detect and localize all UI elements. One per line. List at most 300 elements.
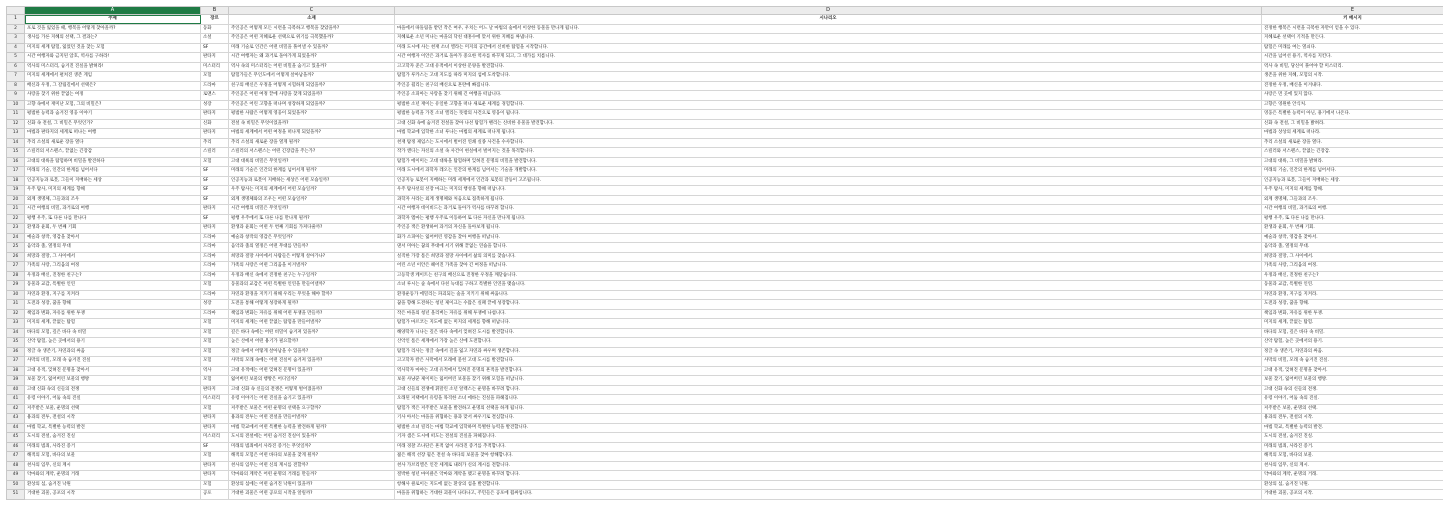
cell-key-message[interactable]: 도시의 전설, 숨겨진 진실.	[1262, 433, 1444, 443]
cell-genre[interactable]: 판타지	[201, 471, 229, 481]
cell-topic[interactable]: 동물과 교감, 특별한 인연	[25, 281, 201, 291]
row-number[interactable]: 51	[7, 490, 25, 500]
cell-scenario[interactable]: 절박한 청년 마이클은 악마와 계약을 맺고 운명을 바꾸려 합니다.	[395, 471, 1262, 481]
cell-material[interactable]: 책임과 변화는 자유를 위해 어떤 투쟁을 만들까?	[229, 309, 395, 319]
cell-topic[interactable]: 미지의 세계에서 펼쳐진 생존 게임	[25, 72, 201, 82]
cell-scenario[interactable]: 주인공 잭은 환생하여 과거의 자신을 돌아보게 됩니다.	[395, 224, 1262, 234]
cell-key-message[interactable]: 미지의 세계, 끝없는 탐험.	[1262, 319, 1444, 329]
cell-material[interactable]: 시간 여행의 비밀은 무엇일까?	[229, 205, 395, 215]
cell-material[interactable]: 미지의 세계는 어떤 끝없는 탐험을 만들어낼까?	[229, 319, 395, 329]
cell-genre[interactable]: 신화	[201, 119, 229, 129]
cell-material[interactable]: 스릴러의 서스펜스는 어떤 긴장감을 주는가?	[229, 148, 395, 158]
row-number[interactable]: 38	[7, 366, 25, 376]
cell-genre[interactable]: SF	[201, 195, 229, 205]
cell-material[interactable]: 도시의 전설에는 어떤 숨겨진 진실이 있을까?	[229, 433, 395, 443]
cell-key-message[interactable]: 우주 탐사, 미지의 세계를 향해.	[1262, 186, 1444, 196]
cell-topic[interactable]: 희망과 절망, 그 사이에서	[25, 252, 201, 262]
row-number[interactable]: 4	[7, 43, 25, 53]
cell-key-message[interactable]: 미래의 기술, 인간의 한계를 넘어서다.	[1262, 167, 1444, 177]
cell-genre[interactable]: 모험	[201, 404, 229, 414]
cell-scenario[interactable]: 평범한 소년 재이는 유일한 고향을 떠나 새로운 세계를 경험합니다.	[395, 100, 1262, 110]
cell-topic[interactable]: 포로 것을 잃었을 때, 행복을 어떻게 찾아올까?	[25, 24, 201, 34]
cell-topic[interactable]: 책임과 변화, 자유를 위한 투쟁	[25, 309, 201, 319]
cell-key-message[interactable]: 우정과 배신, 진정한 친구는?	[1262, 271, 1444, 281]
row-number[interactable]: 23	[7, 224, 25, 234]
cell-key-message[interactable]: 지혜로운 선택이 기적을 만든다.	[1262, 34, 1444, 44]
cell-genre[interactable]: 모험	[201, 281, 229, 291]
cell-scenario[interactable]: 마을에서 따돌림을 받던 작은 여우, 우치는 어느 날 마법의 숲에서 이상한 동물을 만나게 됩니다.	[395, 24, 1262, 34]
cell-material[interactable]: 깊은 바다 속에는 어떤 비밀이 숨겨져 있을까?	[229, 328, 395, 338]
cell-scenario[interactable]: 산악인 톰은 세계에서 가장 높은 산에 도전합니다.	[395, 338, 1262, 348]
cell-material[interactable]: 거대한 괴물은 어떤 공포의 시작을 알릴까?	[229, 490, 395, 500]
cell-key-message[interactable]: 해적의 모험, 바다의 보물.	[1262, 452, 1444, 462]
cell-topic[interactable]: 정글 속 생존기, 자연과의 싸움	[25, 347, 201, 357]
cell-topic[interactable]: 평행 우주, 또 다른 나를 만나다	[25, 214, 201, 224]
cell-key-message[interactable]: 저주받은 보물, 운명의 선택.	[1262, 404, 1444, 414]
cell-material[interactable]: 환생과 윤회는 어떤 두 번째 기회를 가져다줄까?	[229, 224, 395, 234]
cell-scenario[interactable]: 댄서 미아는 꿈의 무대에 서기 위해 끝없는 연습을 합니다.	[395, 243, 1262, 253]
cell-genre[interactable]: 모험	[201, 480, 229, 490]
cell-scenario[interactable]: 소녀 루시는 숲 속에서 다친 늑대를 구하고 특별한 인연을 맺습니다.	[395, 281, 1262, 291]
cell-scenario[interactable]: 인공지능 로봇이 지배하는 미래 세계에서 인간과 로봇의 갈등이 고조됩니다.	[395, 176, 1262, 186]
cell-genre[interactable]: 미스터리	[201, 62, 229, 72]
cell-scenario[interactable]: 탐험가 잭은 저주받은 보물을 발견하고 운명의 선택을 하게 됩니다.	[395, 404, 1262, 414]
cell-genre[interactable]: 소설	[201, 34, 229, 44]
cell-genre[interactable]: 판타지	[201, 385, 229, 395]
cell-genre[interactable]: 모험	[201, 347, 229, 357]
cell-scenario[interactable]: 과학자 엠마는 평행 우주로 이동하여 또 다른 자신을 만나게 됩니다.	[395, 214, 1262, 224]
cell-topic[interactable]: 마법과 판타지의 세계로 떠나는 여행	[25, 129, 201, 139]
cell-genre[interactable]: 판타지	[201, 205, 229, 215]
cell-topic[interactable]: 보물 찾기, 잃어버린 보물의 행방	[25, 376, 201, 386]
cell-genre[interactable]: 판타지	[201, 461, 229, 471]
cell-scenario[interactable]: 화가 소피아는 잃어버린 영감을 찾아 여행을 떠납니다.	[395, 233, 1262, 243]
cell-material[interactable]: 미래의 범죄에서 사라진 증거는 무엇일까?	[229, 442, 395, 452]
cell-topic[interactable]: 산악 탐험, 높은 곳에서의 용기	[25, 338, 201, 348]
row-number[interactable]: 22	[7, 214, 25, 224]
cell-key-message[interactable]: 진정한 행복은 시련을 극복한 자만이 얻을 수 있다.	[1262, 24, 1444, 34]
cell-key-message[interactable]: 신화 속 전설, 그 비밀을 밝혀라.	[1262, 119, 1444, 129]
cell-scenario[interactable]: 평범한 능력을 가진 소녀 엘리는 뜻밖의 사건으로 영웅이 됩니다.	[395, 110, 1262, 120]
cell-scenario[interactable]: 고고학자 준은 고대 유적에서 이상한 문양을 발견합니다.	[395, 62, 1262, 72]
cell-material[interactable]: 동물과의 교감은 어떤 특별한 인연을 만들어낼까?	[229, 281, 395, 291]
column-header-c[interactable]: C	[229, 7, 395, 15]
header-cell-key-message[interactable]: 키 메시지	[1262, 15, 1444, 25]
cell-key-message[interactable]: 스릴러와 서스펜스, 끝없는 긴장감.	[1262, 148, 1444, 158]
cell-material[interactable]: 우정과 배신 속에서 진정한 친구는 누구일까?	[229, 271, 395, 281]
cell-scenario[interactable]: 탐험가 루카스는 고대 지도를 따라 미지의 섬에 도착합니다.	[395, 72, 1262, 82]
cell-topic[interactable]: 천사의 임무, 신의 계시	[25, 461, 201, 471]
cell-genre[interactable]: SF	[201, 43, 229, 53]
cell-scenario[interactable]: 작가 앤디는 자신의 소설 속 사건이 현실에서 벌어지는 것을 목격합니다.	[395, 148, 1262, 158]
row-number[interactable]: 34	[7, 328, 25, 338]
row-number[interactable]: 17	[7, 167, 25, 177]
cell-topic[interactable]: 신화 속 전설, 그 비밀은 무엇인가?	[25, 119, 201, 129]
cell-topic[interactable]: 고향 속에서 재미난 모험, 그의 비밀은?	[25, 100, 201, 110]
cell-key-message[interactable]: 거대한 괴물, 공포의 시작.	[1262, 490, 1444, 500]
cell-genre[interactable]: 모험	[201, 452, 229, 462]
cell-topic[interactable]: 고대 유적, 잊혀진 문명을 찾아서	[25, 366, 201, 376]
cell-topic[interactable]: 고대 신화 속의 신들의 전쟁	[25, 385, 201, 395]
row-number[interactable]: 44	[7, 423, 25, 433]
cell-scenario[interactable]: 고대 신화 속에 숨겨진 전설을 찾아 나선 탐험가 헨리는 신비한 유물을 발견합니다.	[395, 119, 1262, 129]
row-number[interactable]: 12	[7, 119, 25, 129]
cell-scenario[interactable]: 환경운동가 에밀리는 파괴되는 숲을 지키기 위해 싸웁니다.	[395, 290, 1262, 300]
row-number[interactable]: 9	[7, 91, 25, 101]
cell-genre[interactable]: 판타지	[201, 110, 229, 120]
cell-material[interactable]: 미래 기술로 인간은 어떤 비밀을 풀어낼 수 있을까?	[229, 43, 395, 53]
cell-genre[interactable]: 드라마	[201, 262, 229, 272]
row-number[interactable]: 7	[7, 72, 25, 82]
cell-scenario[interactable]: 꿈을 향해 도전하는 청년 제이크는 수많은 실패 끝에 성장합니다.	[395, 300, 1262, 310]
row-number[interactable]: 40	[7, 385, 25, 395]
header-cell-genre[interactable]: 장르	[201, 15, 229, 25]
cell-material[interactable]: 외계 생명체와의 조우는 어떤 모습일까?	[229, 195, 395, 205]
cell-genre[interactable]: 판타지	[201, 53, 229, 63]
cell-key-message[interactable]: 환생과 윤회, 두 번째 기회.	[1262, 224, 1444, 234]
cell-scenario[interactable]: 미래 도시에서 과학자 레오는 인간의 한계를 넘어서는 기술을 개발합니다.	[395, 167, 1262, 177]
cell-genre[interactable]: 동화	[201, 24, 229, 34]
row-number[interactable]: 49	[7, 471, 25, 481]
cell-key-message[interactable]: 정글 속 생존기, 자연과의 싸움.	[1262, 347, 1444, 357]
cell-key-message[interactable]: 마법과 상상의 세계로 떠나라.	[1262, 129, 1444, 139]
cell-key-message[interactable]: 시간 여행의 비밀, 과거로의 여행.	[1262, 205, 1444, 215]
row-number[interactable]: 27	[7, 262, 25, 272]
cell-material[interactable]: 천사의 임무는 어떤 신의 계시를 전할까?	[229, 461, 395, 471]
cell-material[interactable]: 정글 속에서 어떻게 살아남을 수 있을까?	[229, 347, 395, 357]
cell-topic[interactable]: 마법 학교, 특별한 능력의 발견	[25, 423, 201, 433]
row-number[interactable]: 39	[7, 376, 25, 386]
cell-key-message[interactable]: 추리 소설의 새로운 장을 열다.	[1262, 138, 1444, 148]
cell-topic[interactable]: 악마와의 계약, 운명의 거래	[25, 471, 201, 481]
cell-topic[interactable]: 스릴러의 서스펜스, 끝없는 긴장감	[25, 148, 201, 158]
cell-topic[interactable]: 추리 소설의 새로운 장을 열다	[25, 138, 201, 148]
cell-topic[interactable]: 자연과 환경, 지구를 지켜라	[25, 290, 201, 300]
cell-scenario[interactable]: 미래 경찰 조나단은 흔적 없이 사라진 증거를 추적합니다.	[395, 442, 1262, 452]
row-number[interactable]: 35	[7, 338, 25, 348]
row-number[interactable]: 31	[7, 300, 25, 310]
cell-material[interactable]: 시간 여행자는 왜 과거로 돌아가게 되었을까?	[229, 53, 395, 63]
cell-key-message[interactable]: 동물과 교감, 특별한 인연.	[1262, 281, 1444, 291]
cell-material[interactable]: 마법의 세계에서 어떤 여정을 떠나게 되었을까?	[229, 129, 395, 139]
cell-material[interactable]: 높은 산에서 어떤 용기가 필요할까?	[229, 338, 395, 348]
cell-genre[interactable]: 역사	[201, 366, 229, 376]
row-number[interactable]: 43	[7, 414, 25, 424]
cell-scenario[interactable]: 작은 마을의 청년 올리버는 자유를 위해 투쟁에 나섭니다.	[395, 309, 1262, 319]
cell-material[interactable]: 고대 유적에는 어떤 잊혀진 문명이 있을까?	[229, 366, 395, 376]
row-number[interactable]: 30	[7, 290, 25, 300]
cell-scenario[interactable]: 평범한 소녀 릴리는 마법 학교에 입학하며 특별한 능력을 발견합니다.	[395, 423, 1262, 433]
cell-topic[interactable]: 배신과 우정, 그 갈림길에서 선택은?	[25, 81, 201, 91]
cell-key-message[interactable]: 마법 학교, 특별한 능력의 발견.	[1262, 423, 1444, 433]
cell-material[interactable]: 전설 속 비밀은 무엇이었을까?	[229, 119, 395, 129]
cell-scenario[interactable]: 탐험가 마르코는 지도에 없는 미지의 세계를 향해 떠납니다.	[395, 319, 1262, 329]
cell-scenario[interactable]: 고고학자 칼은 사막에서 모래에 묻힌 고대 도시를 발견합니다.	[395, 357, 1262, 367]
row-number[interactable]: 13	[7, 129, 25, 139]
cell-scenario[interactable]: 기사 아서는 마을을 위협하는 용과 맞서 싸우기로 결심합니다.	[395, 414, 1262, 424]
cell-material[interactable]: 평범한 사람은 어떻게 영웅이 되었을까?	[229, 110, 395, 120]
cell-topic[interactable]: 생사를 가른 지혜의 선택, 그 결과는?	[25, 34, 201, 44]
row-number[interactable]: 26	[7, 252, 25, 262]
cell-material[interactable]: 유령 이야기는 어떤 진실을 숨기고 있을까?	[229, 395, 395, 405]
cell-material[interactable]: 주인공은 어떤 여정 끝에 사랑을 찾게 되었을까?	[229, 91, 395, 101]
cell-topic[interactable]: 저주받은 보물, 운명의 선택	[25, 404, 201, 414]
row-number[interactable]: 50	[7, 480, 25, 490]
cell-genre[interactable]: 모험	[201, 72, 229, 82]
cell-material[interactable]: 주인공은 어린 고향을 떠나며 성장하게 되었을까?	[229, 100, 395, 110]
cell-topic[interactable]: 인공지능과 로봇, 그들이 지배하는 세상	[25, 176, 201, 186]
cell-material[interactable]: 고대 신화 속 신들의 전쟁은 어떻게 벌어졌을까?	[229, 385, 395, 395]
cell-key-message[interactable]: 악마와의 계약, 운명의 거래.	[1262, 471, 1444, 481]
row-number[interactable]: 36	[7, 347, 25, 357]
cell-scenario[interactable]: 천재 탐정 제임스는 도시에서 벌어진 연쇄 실종 사건을 수사합니다.	[395, 138, 1262, 148]
cell-genre[interactable]: 드라마	[201, 81, 229, 91]
cell-key-message[interactable]: 평행 우주, 또 다른 나를 만나다.	[1262, 214, 1444, 224]
row-number[interactable]: 29	[7, 281, 25, 291]
cell-genre[interactable]: SF	[201, 186, 229, 196]
cell-genre[interactable]: 추리	[201, 138, 229, 148]
row-number[interactable]: 24	[7, 233, 25, 243]
cell-genre[interactable]: 판타지	[201, 423, 229, 433]
cell-genre[interactable]: 미스터리	[201, 395, 229, 405]
cell-genre[interactable]: 드라마	[201, 271, 229, 281]
cell-material[interactable]: 사막의 모래 속에는 어떤 진실이 숨겨져 있을까?	[229, 357, 395, 367]
cell-genre[interactable]: 드라마	[201, 290, 229, 300]
cell-scenario[interactable]: 젊은 해적 선장 윌은 전설 속 바다의 보물을 찾아 항해합니다.	[395, 452, 1262, 462]
cell-key-message[interactable]: 고대 유적, 잊혀진 문명을 찾아서.	[1262, 366, 1444, 376]
cell-key-message[interactable]: 산악 탐험, 높은 곳에서의 용기.	[1262, 338, 1444, 348]
cell-key-message[interactable]: 자연과 환경, 지구를 지켜라.	[1262, 290, 1444, 300]
cell-scenario[interactable]: 주인공 소피아는 사랑을 찾기 위해 긴 여행을 떠납니다.	[395, 91, 1262, 101]
cell-genre[interactable]: 모험	[201, 328, 229, 338]
cell-key-message[interactable]: 도전과 성장, 꿈을 향해.	[1262, 300, 1444, 310]
cell-scenario[interactable]: 역사학자 마야는 고대 유적에서 잊혀진 문명의 흔적을 발견합니다.	[395, 366, 1262, 376]
cell-material[interactable]: 희망과 절망 사이에서 사람들은 어떻게 살아가나?	[229, 252, 395, 262]
cell-topic[interactable]: 예술과 창작, 영감을 찾아서	[25, 233, 201, 243]
cell-scenario[interactable]: 시간 여행자 이안은 과거로 돌아가 중요한 역사를 바꾸게 되고, 그 대가를 치릅니다.	[395, 53, 1262, 63]
cell-scenario[interactable]: 지혜로운 소년 미나는 마을의 닥친 대홍수에 맞서 위한 지혜를 짜냅니다.	[395, 34, 1262, 44]
cell-genre[interactable]: 모험	[201, 376, 229, 386]
cell-key-message[interactable]: 사막의 비밀, 모래 속 숨겨진 진실.	[1262, 357, 1444, 367]
cell-key-message[interactable]: 고향은 영원한 안식처.	[1262, 100, 1444, 110]
cell-key-message[interactable]: 고대의 대륙, 그 비밀을 밝혀라.	[1262, 157, 1444, 167]
row-number[interactable]: 41	[7, 395, 25, 405]
row-number[interactable]: 25	[7, 243, 25, 253]
cell-topic[interactable]: 역사의 미스터리, 숨겨진 진실을 밝혀라!	[25, 62, 201, 72]
cell-scenario[interactable]: 어린 소년 이안은 헤어진 가족을 찾아 긴 여정을 떠납니다.	[395, 262, 1262, 272]
cell-material[interactable]: 예술과 창작의 영감은 무엇일까?	[229, 233, 395, 243]
cell-material[interactable]: 고대 대륙의 비밀은 무엇일까?	[229, 157, 395, 167]
cell-topic[interactable]: 거대한 괴물, 공포의 시작	[25, 490, 201, 500]
cell-material[interactable]: 잃어버린 보물의 행방은 어디일까?	[229, 376, 395, 386]
spreadsheet-grid[interactable]	[6, 6, 1443, 506]
cell-genre[interactable]: SF	[201, 442, 229, 452]
cell-key-message[interactable]: 음악과 춤, 열정의 무대.	[1262, 243, 1444, 253]
cell-genre[interactable]: SF	[201, 167, 229, 177]
cell-key-message[interactable]: 용과의 전투, 전설의 시작.	[1262, 414, 1444, 424]
row-number[interactable]: 10	[7, 100, 25, 110]
row-number[interactable]: 47	[7, 452, 25, 462]
row-number[interactable]: 42	[7, 404, 25, 414]
cell-key-message[interactable]: 사랑은 먼 곳에 있지 않다.	[1262, 91, 1444, 101]
column-header-e[interactable]: E	[1262, 7, 1444, 15]
cell-scenario[interactable]: 실직한 가장 톰은 희망과 절망 사이에서 삶의 의미를 찾습니다.	[395, 252, 1262, 262]
cell-topic[interactable]: 우주 탐사, 미지의 세계를 향해	[25, 186, 201, 196]
cell-scenario[interactable]: 해양학자 니나는 깊은 바다 속에서 잊혀진 도시를 발견합니다.	[395, 328, 1262, 338]
cell-material[interactable]: 악마와의 계약은 어떤 운명의 거래를 만들까?	[229, 471, 395, 481]
cell-material[interactable]: 음악과 춤의 열정은 어떤 무대를 만들까?	[229, 243, 395, 253]
column-header-b[interactable]: B	[201, 7, 229, 15]
cell-topic[interactable]: 환생과 윤회, 두 번째 기회	[25, 224, 201, 234]
cell-scenario[interactable]: 고등학생 케이트는 친구의 배신으로 진정한 우정을 깨닫습니다.	[395, 271, 1262, 281]
cell-material[interactable]: 주인공은 어떤 지혜로운 선택으로 위기를 극복했을까?	[229, 34, 395, 44]
cell-material[interactable]: 역사 속의 미스터리는 어떤 비밀을 숨기고 있을까?	[229, 62, 395, 72]
row-number[interactable]: 8	[7, 81, 25, 91]
row-number[interactable]: 11	[7, 110, 25, 120]
cell-key-message[interactable]: 바다의 모험, 깊은 바다 속 비밀.	[1262, 328, 1444, 338]
cell-genre[interactable]: 성장	[201, 100, 229, 110]
row-number[interactable]: 16	[7, 157, 25, 167]
cell-material[interactable]: 추리 소설의 새로운 장을 열게 될까?	[229, 138, 395, 148]
cell-key-message[interactable]: 천사의 임무, 신의 계시.	[1262, 461, 1444, 471]
cell-material[interactable]: 도전을 통해 어떻게 성장하게 될까?	[229, 300, 395, 310]
cell-genre[interactable]: 모험	[201, 319, 229, 329]
cell-scenario[interactable]: 마법 학교에 입학한 소녀 루나는 마법의 세계로 떠나게 됩니다.	[395, 129, 1262, 139]
cell-material[interactable]: 탐험가들은 무인도에서 어떻게 살아남을까?	[229, 72, 395, 82]
header-cell-material[interactable]: 소재	[229, 15, 395, 25]
cell-material[interactable]: 친구의 배신은 우정을 어떻게 시험하게 되었을까?	[229, 81, 395, 91]
cell-material[interactable]: 주인공은 어떻게 모든 시련을 극복하고 행복을 찾았을까?	[229, 24, 395, 34]
cell-genre[interactable]: 드라마	[201, 233, 229, 243]
column-header-a[interactable]: A	[25, 7, 201, 15]
cell-key-message[interactable]: 시간을 넘어선 용기, 역사를 지킨다.	[1262, 53, 1444, 63]
cell-scenario[interactable]: 고대 신들의 전쟁에 휘말린 소년 알렉스는 운명을 바꾸려 합니다.	[395, 385, 1262, 395]
cell-genre[interactable]: SF	[201, 176, 229, 186]
row-number[interactable]: 19	[7, 186, 25, 196]
cell-key-message[interactable]: 유령 이야기, 어둠 속의 진실.	[1262, 395, 1444, 405]
cell-genre[interactable]: 판타지	[201, 129, 229, 139]
cell-scenario[interactable]: 기자 샘은 도시에 떠도는 전설의 진실을 파헤칩니다.	[395, 433, 1262, 443]
cell-genre[interactable]: 성장	[201, 300, 229, 310]
cell-scenario[interactable]: 주인공 윌리는 친구의 배신으로 혼란에 빠집니다.	[395, 81, 1262, 91]
cell-genre[interactable]: 모험	[201, 157, 229, 167]
cell-material[interactable]: 평행 우주에서 또 다른 나를 만나게 될까?	[229, 214, 395, 224]
cell-genre[interactable]: 판타지	[201, 414, 229, 424]
cell-scenario[interactable]: 보물 사냥꾼 제이미는 잃어버린 보물을 찾기 위해 모험을 떠납니다.	[395, 376, 1262, 386]
cell-topic[interactable]: 사랑을 찾기 위한 끝없는 여정	[25, 91, 201, 101]
cell-topic[interactable]: 가족의 사랑, 그리움의 여정	[25, 262, 201, 272]
cell-topic[interactable]: 외계 생명체, 그들과의 조우	[25, 195, 201, 205]
row-number[interactable]: 15	[7, 148, 25, 158]
cell-topic[interactable]: 유령 이야기, 어둠 속의 진실	[25, 395, 201, 405]
cell-scenario[interactable]: 과학자 사라는 외계 생명체와 처음으로 접촉하게 됩니다.	[395, 195, 1262, 205]
row-number[interactable]: 14	[7, 138, 25, 148]
row-number[interactable]: 2	[7, 24, 25, 34]
cell-scenario[interactable]: 시간 여행자 데이비드는 과거로 돌아가 역사를 바꾸려 합니다.	[395, 205, 1262, 215]
header-cell-topic[interactable]: 주제	[25, 15, 201, 25]
row-number[interactable]: 1	[7, 15, 25, 25]
cell-topic[interactable]: 용과의 전투, 전설의 시작	[25, 414, 201, 424]
row-number[interactable]: 33	[7, 319, 25, 329]
cell-scenario[interactable]: 마을을 위협하는 거대한 괴물이 나타나고, 주민들은 공포에 휩싸입니다.	[395, 490, 1262, 500]
cell-topic[interactable]: 고대의 대륙을 탐험하며 비밀을 발견하다	[25, 157, 201, 167]
cell-key-message[interactable]: 진정한 우정, 배신을 이겨내다.	[1262, 81, 1444, 91]
cell-scenario[interactable]: 천사 가브리엘은 인간 세계로 내려가 신의 계시를 전합니다.	[395, 461, 1262, 471]
cell-genre[interactable]: SF	[201, 214, 229, 224]
cell-key-message[interactable]: 영웅은 특별한 능력이 아닌, 용기에서 나온다.	[1262, 110, 1444, 120]
cell-key-message[interactable]: 환상의 섬, 숨겨진 낙원.	[1262, 480, 1444, 490]
cell-genre[interactable]: 판타지	[201, 224, 229, 234]
cell-material[interactable]: 우주 탐사는 미지의 세계에서 어떤 모습일까?	[229, 186, 395, 196]
cell-key-message[interactable]: 책임과 변화, 자유를 위한 투쟁.	[1262, 309, 1444, 319]
cell-topic[interactable]: 바다의 모험, 깊은 바다 속 비밀	[25, 328, 201, 338]
cell-genre[interactable]: 스릴러	[201, 148, 229, 158]
row-number[interactable]: 37	[7, 357, 25, 367]
cell-key-message[interactable]: 생존을 위한 지혜, 모험의 시작.	[1262, 72, 1444, 82]
cell-topic[interactable]: 미래의 기술, 인간의 한계를 넘어서다	[25, 167, 201, 177]
cell-topic[interactable]: 음악과 춤, 열정의 무대	[25, 243, 201, 253]
cell-genre[interactable]: 모험	[201, 357, 229, 367]
row-number[interactable]: 6	[7, 62, 25, 72]
select-all-corner[interactable]	[7, 7, 25, 15]
cell-material[interactable]: 가족의 사랑은 어떤 그리움을 이겨낼까?	[229, 262, 395, 272]
row-number[interactable]: 3	[7, 34, 25, 44]
row-number[interactable]: 21	[7, 205, 25, 215]
cell-genre[interactable]: 미스터리	[201, 433, 229, 443]
cell-genre[interactable]: 로맨스	[201, 91, 229, 101]
row-number[interactable]: 20	[7, 195, 25, 205]
cell-key-message[interactable]: 가족의 사랑, 그리움의 여정.	[1262, 262, 1444, 272]
row-number[interactable]: 32	[7, 309, 25, 319]
cell-material[interactable]: 미래의 기술은 인간의 한계를 넘어서게 될까?	[229, 167, 395, 177]
cell-scenario[interactable]: 탐험가 에이미는 고대 대륙을 탐험하며 잊혀진 문명의 비밀을 발견합니다.	[395, 157, 1262, 167]
cell-material[interactable]: 해적의 모험은 어떤 바다의 보물을 찾게 될까?	[229, 452, 395, 462]
column-header-d[interactable]: D	[395, 7, 1262, 15]
cell-key-message[interactable]: 보물 찾기, 잃어버린 보물의 행방.	[1262, 376, 1444, 386]
row-number[interactable]: 45	[7, 433, 25, 443]
cell-genre[interactable]: 모험	[201, 338, 229, 348]
cell-scenario[interactable]: 우주 탐사선의 선장 마크는 미지의 행성을 향해 떠납니다.	[395, 186, 1262, 196]
row-number[interactable]: 46	[7, 442, 25, 452]
cell-key-message[interactable]: 고대 신화 속의 신들의 전쟁.	[1262, 385, 1444, 395]
cell-key-message[interactable]: 미래의 범죄, 사라진 증거.	[1262, 442, 1444, 452]
row-number[interactable]: 28	[7, 271, 25, 281]
row-number[interactable]: 18	[7, 176, 25, 186]
cell-topic[interactable]: 미지의 세계 탐험, 잃었던 것을 찾는 모험	[25, 43, 201, 53]
cell-genre[interactable]: 드라마	[201, 252, 229, 262]
row-number[interactable]: 5	[7, 53, 25, 63]
cell-key-message[interactable]: 역사 속 비밀, 당신이 풀어야 할 미스터리.	[1262, 62, 1444, 72]
cell-topic[interactable]: 해적의 모험, 바다의 보물	[25, 452, 201, 462]
cell-key-message[interactable]: 희망과 절망, 그 사이에서.	[1262, 252, 1444, 262]
cell-material[interactable]: 저주받은 보물은 어떤 운명의 선택을 요구할까?	[229, 404, 395, 414]
cell-topic[interactable]: 우정과 배신, 진정한 친구는?	[25, 271, 201, 281]
cell-genre[interactable]: 공포	[201, 490, 229, 500]
cell-key-message[interactable]: 외계 생명체, 그들과의 조우.	[1262, 195, 1444, 205]
cell-topic[interactable]: 도시의 전설, 숨겨진 진실	[25, 433, 201, 443]
cell-material[interactable]: 용과의 전투는 어떤 전설을 만들어낼까?	[229, 414, 395, 424]
cell-material[interactable]: 인공지능과 로봇이 지배하는 세상은 어떤 모습일까?	[229, 176, 395, 186]
cell-topic[interactable]: 시간 여행자와 금지된 암호, 역사를 구하라!	[25, 53, 201, 63]
cell-topic[interactable]: 도전과 성장, 꿈을 향해	[25, 300, 201, 310]
cell-topic[interactable]: 미래의 범죄, 사라진 증거	[25, 442, 201, 452]
cell-key-message[interactable]: 인공지능과 로봇, 그들이 지배하는 세상.	[1262, 176, 1444, 186]
cell-key-message[interactable]: 예술과 창작, 영감을 찾아서.	[1262, 233, 1444, 243]
cell-topic[interactable]: 사막의 비밀, 모래 속 숨겨진 진실	[25, 357, 201, 367]
cell-topic[interactable]: 미지의 세계, 끝없는 탐험	[25, 319, 201, 329]
cell-scenario[interactable]: 미래 도시에 사는 천재 소녀 엘라는 미지의 공간에서 신비한 탐험을 시작합니다.	[395, 43, 1262, 53]
cell-topic[interactable]: 평범한 능력과 숨겨진 영웅 이야기	[25, 110, 201, 120]
